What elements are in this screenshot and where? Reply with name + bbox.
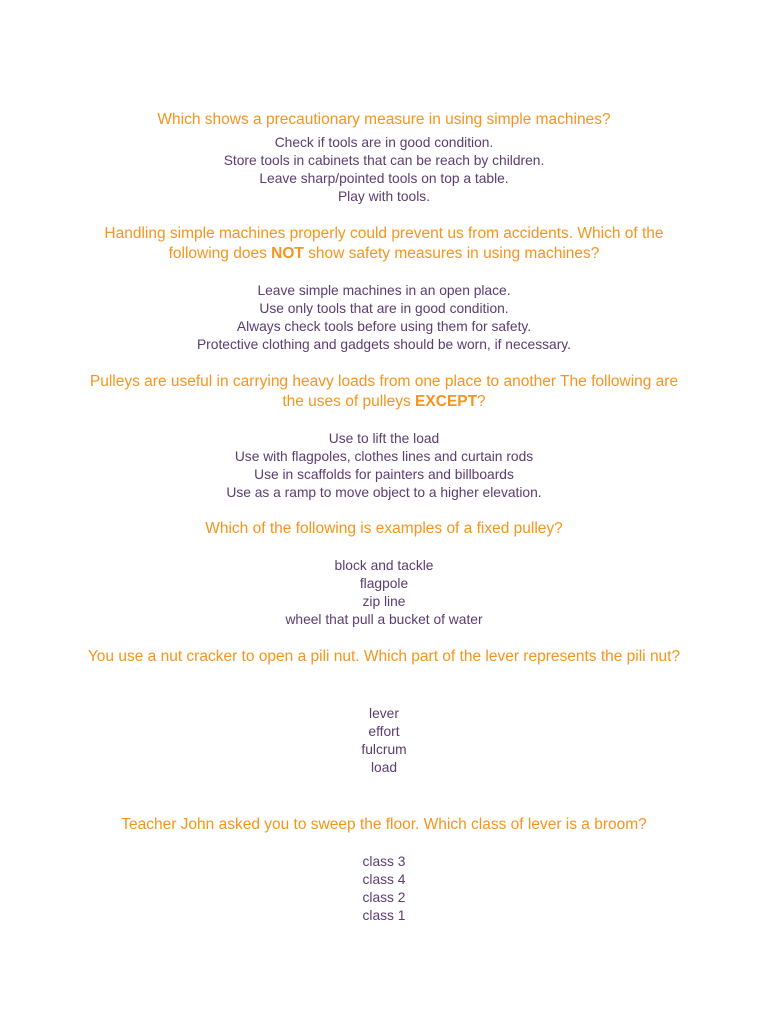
- question-2-emphasis: NOT: [271, 245, 304, 262]
- option-3c: Use in scaffolds for painters and billboards: [254, 467, 514, 482]
- option-4a: block and tackle: [334, 558, 434, 573]
- question-1: [84, 110, 684, 130]
- question-6-options: [84, 853, 684, 925]
- option-6b: class 4: [362, 872, 406, 887]
- question-3-emphasis: EXCEPT: [415, 393, 478, 410]
- option-1a: Check if tools are in good condition.: [274, 135, 494, 150]
- question-3: [84, 372, 684, 412]
- question-3-text-b: ?: [477, 393, 486, 410]
- option-3d: Use as a ramp to move object to a higher elevation.: [226, 485, 542, 500]
- option-4b: flagpole: [359, 576, 409, 591]
- question-1-options: [84, 134, 684, 206]
- question-2: [84, 224, 684, 264]
- option-2c: Always check tools before using them for safety.: [236, 319, 532, 334]
- option-2a: Leave simple machines in an open place.: [257, 283, 511, 298]
- option-6a: class 3: [362, 854, 406, 869]
- question-5-options: [84, 705, 684, 777]
- question-2-options: [84, 282, 684, 354]
- question-4-options: [84, 557, 684, 629]
- question-3-options: [84, 430, 684, 502]
- question-3-text-a: Pulleys are useful in carrying heavy loads from one place to another The following are the uses of pulleys: [89, 373, 679, 410]
- question-6-text: Teacher John asked you to sweep the floor. Which class of lever is a broom?: [121, 816, 647, 833]
- option-5c: fulcrum: [361, 742, 407, 757]
- option-1b: Store tools in cabinets that can be reach by children.: [223, 153, 545, 168]
- option-4c: zip line: [362, 594, 406, 609]
- option-4d: wheel that pull a bucket of water: [285, 612, 483, 627]
- option-5d: load: [370, 760, 398, 775]
- question-2-text-b: show safety measures in using machines?: [303, 245, 600, 262]
- option-3a: Use to lift the load: [328, 431, 440, 446]
- question-5-text: You use a nut cracker to open a pili nut. Which part of the lever represents the pili nut?: [87, 648, 681, 665]
- option-5b: effort: [368, 724, 400, 739]
- option-6d: class 1: [362, 908, 406, 923]
- question-5: [84, 647, 684, 667]
- question-4: [84, 519, 684, 539]
- option-2d: Protective clothing and gadgets should be worn, if necessary.: [196, 337, 571, 352]
- question-4-text: Which of the following is examples of a fixed pulley?: [205, 520, 563, 537]
- option-3b: Use with flagpoles, clothes lines and curtain rods: [234, 449, 534, 464]
- option-1d: Play with tools.: [337, 189, 431, 204]
- option-2b: Use only tools that are in good condition.: [259, 301, 509, 316]
- option-5a: lever: [369, 706, 399, 721]
- option-6c: class 2: [362, 890, 406, 905]
- question-6: [84, 815, 684, 835]
- question-2-text-a: Handling simple machines properly could prevent us from accidents. Which of the following does: [104, 225, 664, 262]
- option-1c: Leave sharp/pointed tools on top a table.: [259, 171, 509, 186]
- question-1-text: Which shows a precautionary measure in using simple machines?: [157, 111, 611, 128]
